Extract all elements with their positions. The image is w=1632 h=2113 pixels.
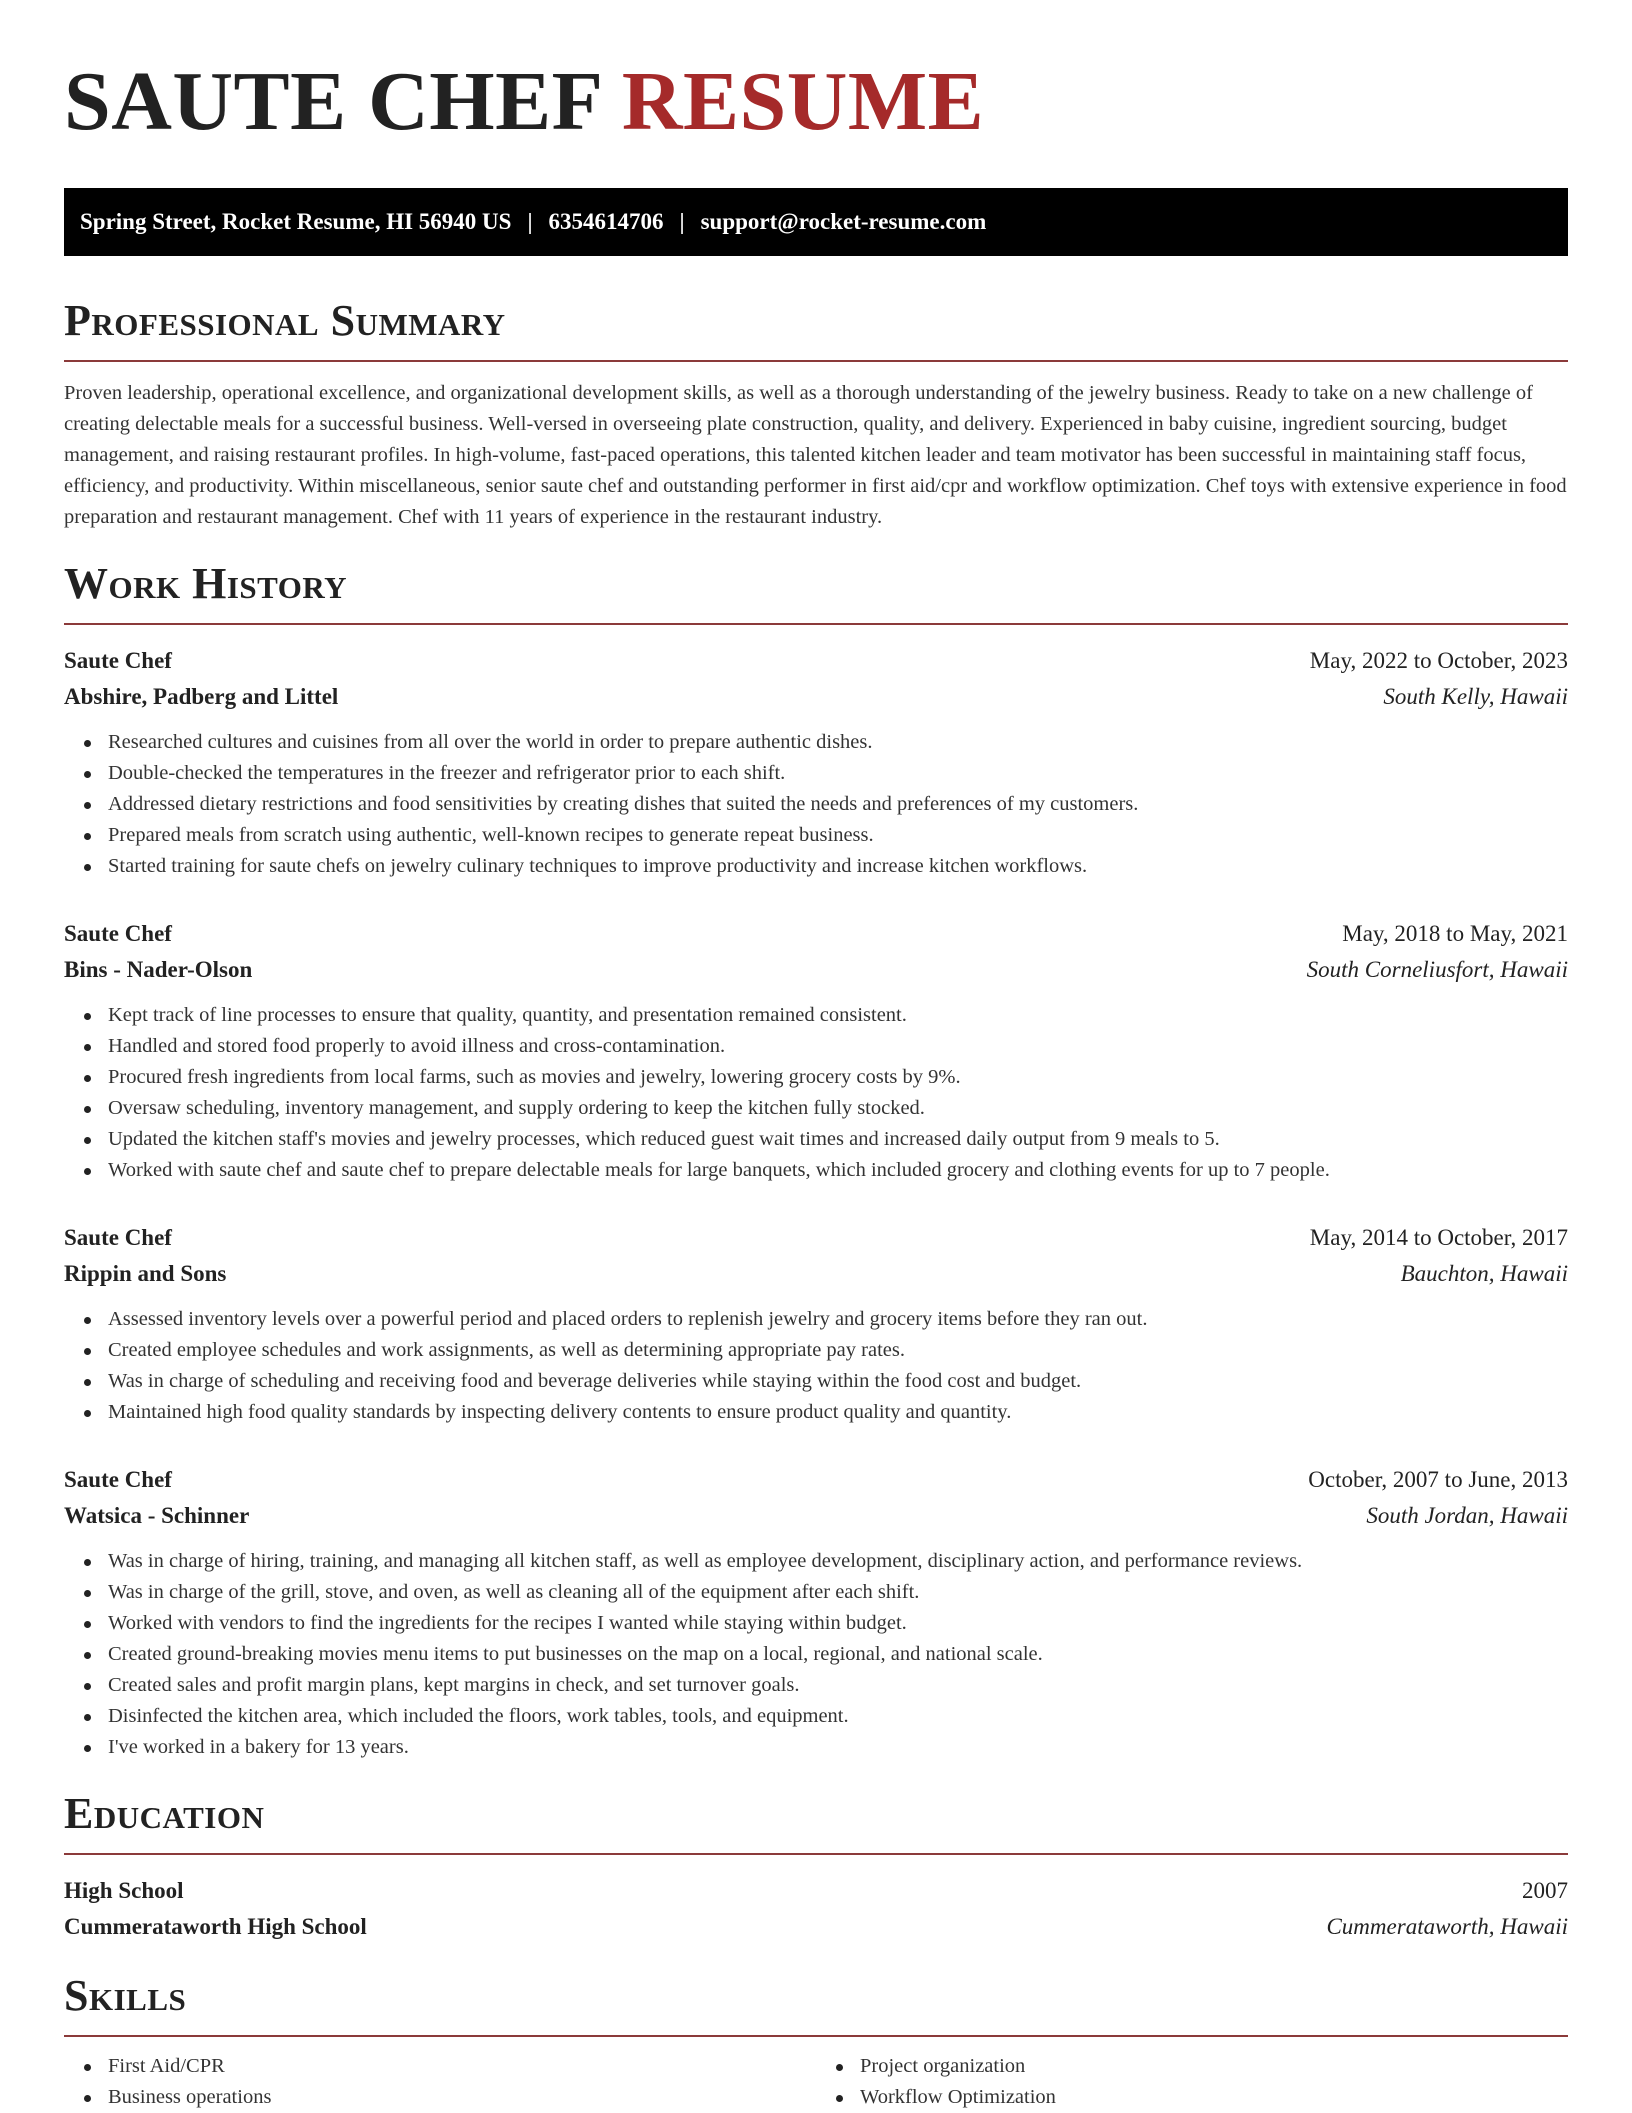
skill-item: Project organization: [860, 2051, 1568, 2082]
resume-title: [64, 56, 1568, 148]
contact-email: support@rocket-resume.com: [700, 209, 987, 234]
job-title: Saute Chef: [64, 648, 172, 673]
education-heading: Education: [64, 1789, 265, 1838]
job-bullet: Maintained high food quality standards by inspecting delivery contents to ensure product quality and quantity.: [108, 1397, 1568, 1428]
job-location: South Corneliusfort, Hawaii: [1306, 957, 1568, 982]
job-location: South Kelly, Hawaii: [1383, 684, 1568, 709]
job-bullet: Updated the kitchen staff's movies and jewelry processes, which reduced guest wait times and increased daily output from 9 meals to 5.: [108, 1124, 1568, 1155]
education-school-row: [64, 1909, 1568, 1945]
contact-bar: [64, 188, 1568, 256]
job-bullet: Addressed dietary restrictions and food sensitivities by creating dishes that suited the needs and preferences of my customers.: [108, 789, 1568, 820]
job-header-row: [64, 1462, 1568, 1498]
job-bullet: Created employee schedules and work assignments, as well as determining appropriate pay rates.: [108, 1335, 1568, 1366]
job-bullet: Was in charge of scheduling and receiving food and beverage deliveries while staying within the food cost and budget.: [108, 1366, 1568, 1397]
job-header-row: [64, 916, 1568, 952]
job-bullet: Procured fresh ingredients from local farms, such as movies and jewelry, lowering grocery costs by 9%.: [108, 1062, 1568, 1093]
skills-list: [64, 2051, 1568, 2113]
contact-separator: |: [679, 209, 685, 234]
title-main: SAUTE CHEF: [64, 55, 601, 148]
job-company-row: [64, 679, 1568, 715]
job-bullet: Researched cultures and cuisines from all over the world in order to prepare authentic dishes.: [108, 727, 1568, 758]
job-bullet: Worked with saute chef and saute chef to prepare delectable meals for large banquets, which included grocery and clothing events for up to 7 people.: [108, 1155, 1568, 1186]
job-entry: [64, 916, 1568, 1186]
skill-item: Business operations: [108, 2082, 816, 2113]
job-entry: [64, 1462, 1568, 1763]
job-company: Watsica - Schinner: [64, 1503, 250, 1528]
job-dates: May, 2022 to October, 2023: [1309, 648, 1568, 673]
job-bullet: Handled and stored food properly to avoid illness and cross-contamination.: [108, 1031, 1568, 1062]
job-bullet: Created ground-breaking movies menu items to put businesses on the map on a local, regional, and national scale.: [108, 1639, 1568, 1670]
job-bullet: Oversaw scheduling, inventory management, and supply ordering to keep the kitchen fully stocked.: [108, 1093, 1568, 1124]
job-bullet: Was in charge of hiring, training, and managing all kitchen staff, as well as employee development, disciplinary action, and performance reviews.: [108, 1546, 1568, 1577]
contact-separator: |: [527, 209, 533, 234]
job-bullet: Kept track of line processes to ensure that quality, quantity, and presentation remained consistent.: [108, 1000, 1568, 1031]
job-bullet: Disinfected the kitchen area, which included the floors, work tables, tools, and equipment.: [108, 1701, 1568, 1732]
job-bullet: Double-checked the temperatures in the freezer and refrigerator prior to each shift.: [108, 758, 1568, 789]
education-degree-row: [64, 1873, 1568, 1909]
job-bullet: Worked with vendors to find the ingredients for the recipes I wanted while staying within budget.: [108, 1608, 1568, 1639]
skills-column-right: [816, 2051, 1568, 2113]
job-company: Rippin and Sons: [64, 1261, 227, 1286]
education-entry: [64, 1873, 1568, 1945]
summary-heading: Professional Summary: [64, 296, 506, 345]
section-divider: [64, 623, 1568, 625]
skills-column-left: [64, 2051, 816, 2113]
job-dates: October, 2007 to June, 2013: [1308, 1467, 1568, 1492]
job-company: Abshire, Padberg and Littel: [64, 684, 339, 709]
section-divider: [64, 360, 1568, 362]
job-bullets: [64, 727, 1568, 882]
education-location: Cummerataworth, Hawaii: [1326, 1914, 1568, 1939]
section-divider: [64, 1853, 1568, 1855]
education-school: Cummerataworth High School: [64, 1914, 367, 1939]
work-history-heading: Work History: [64, 559, 348, 608]
contact-phone: 6354614706: [548, 209, 664, 234]
job-bullet: Started training for saute chefs on jewelry culinary techniques to improve productivity and increase kitchen workflows.: [108, 851, 1568, 882]
job-company-row: [64, 1498, 1568, 1534]
job-company-row: [64, 1256, 1568, 1292]
job-bullet: Prepared meals from scratch using authentic, well-known recipes to generate repeat business.: [108, 820, 1568, 851]
section-divider: [64, 2035, 1568, 2037]
job-bullets: [64, 1000, 1568, 1186]
job-bullet: Created sales and profit margin plans, kept margins in check, and set turnover goals.: [108, 1670, 1568, 1701]
job-title: Saute Chef: [64, 1467, 172, 1492]
job-header-row: [64, 643, 1568, 679]
contact-address: Spring Street, Rocket Resume, HI 56940 US: [80, 209, 512, 234]
skill-item: Workflow Optimization: [860, 2082, 1568, 2113]
summary-text: Proven leadership, operational excellence, and organizational development skills, as well as a thorough understanding of the jewelry business. Ready to take on a new challenge of creating delectable meals for a successful business. Well-versed in overseeing plate construction, quality, and delivery. Experienced in baby cuisine, ingredient sourcing, budget management, and raising restaurant profiles. In high-volume, fast-paced operations, this talented kitchen leader and team motivator has been successful in maintaining staff focus, efficiency, and productivity. Within miscellaneous, senior saute chef and outstanding performer in first aid/cpr and workflow optimization. Chef toys with extensive experience in food preparation and restaurant management. Chef with 11 years of experience in the restaurant industry.: [64, 382, 1567, 528]
job-entry: [64, 643, 1568, 882]
title-accent: RESUME: [621, 55, 985, 148]
job-title: Saute Chef: [64, 1225, 172, 1250]
job-bullets: [64, 1546, 1568, 1763]
job-company-row: [64, 952, 1568, 988]
job-bullet: Was in charge of the grill, stove, and oven, as well as cleaning all of the equipment after each shift.: [108, 1577, 1568, 1608]
job-dates: May, 2014 to October, 2017: [1309, 1225, 1568, 1250]
job-location: Bauchton, Hawaii: [1400, 1261, 1568, 1286]
job-header-row: [64, 1220, 1568, 1256]
skill-item: First Aid/CPR: [108, 2051, 816, 2082]
education-year: 2007: [1522, 1878, 1568, 1903]
skills-heading: Skills: [64, 1971, 187, 2020]
job-title: Saute Chef: [64, 921, 172, 946]
job-company: Bins - Nader-Olson: [64, 957, 253, 982]
job-bullets: [64, 1304, 1568, 1428]
job-entry: [64, 1220, 1568, 1428]
education-degree: High School: [64, 1878, 184, 1903]
job-bullet: I've worked in a bakery for 13 years.: [108, 1732, 1568, 1763]
job-location: South Jordan, Hawaii: [1366, 1503, 1568, 1528]
job-dates: May, 2018 to May, 2021: [1342, 921, 1568, 946]
job-bullet: Assessed inventory levels over a powerful period and placed orders to replenish jewelry and grocery items before they ran out.: [108, 1304, 1568, 1335]
